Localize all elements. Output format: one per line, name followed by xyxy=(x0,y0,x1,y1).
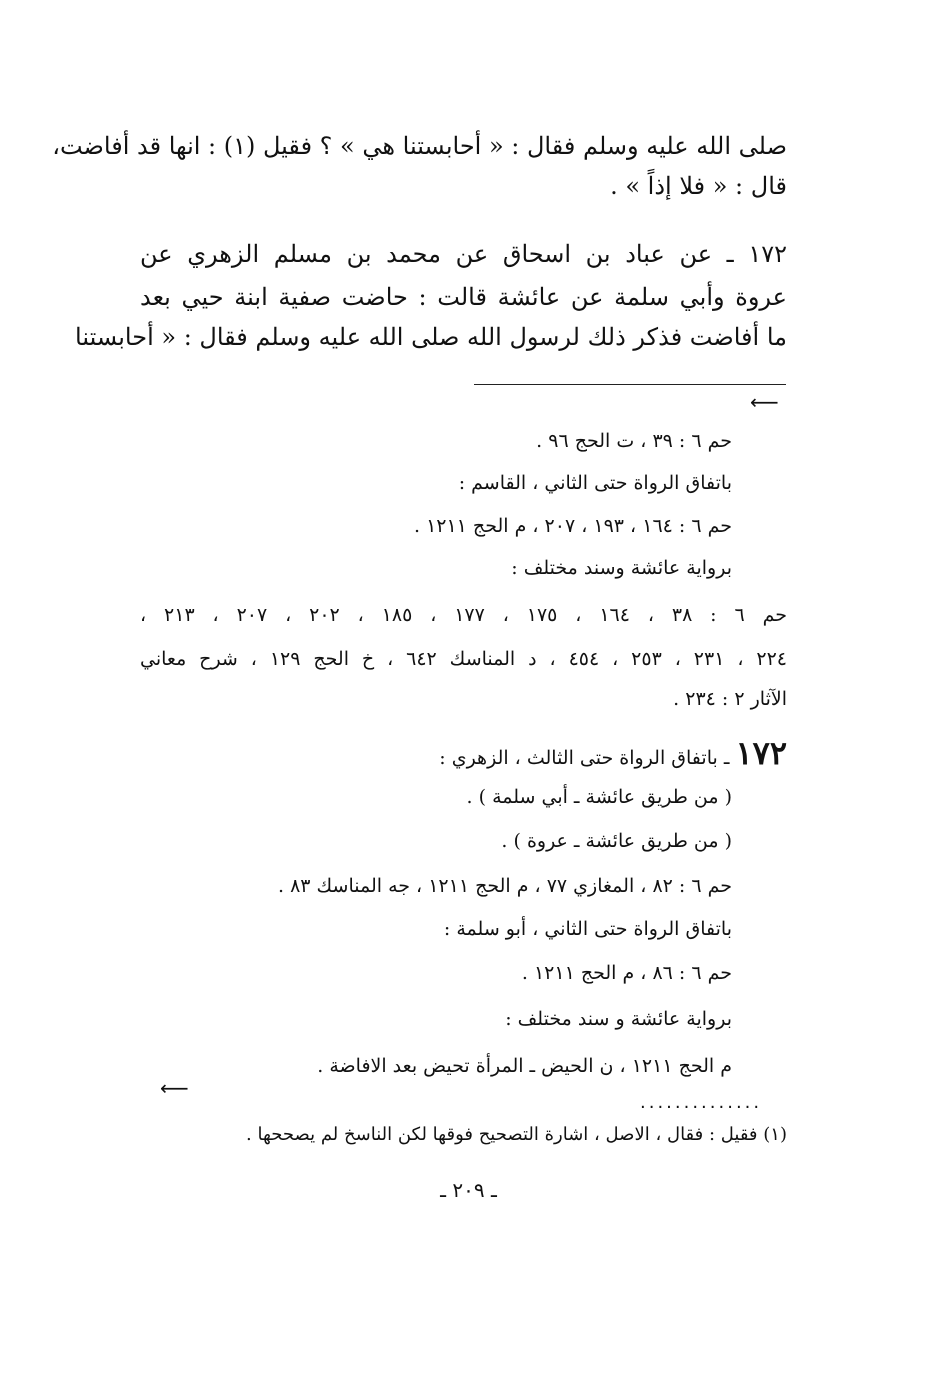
page-number: ـ ٢٠٩ ـ xyxy=(440,1178,497,1202)
main-text-line-5: ما أفاضت فذكر ذلك لرسول الله صلى الله عليه وسلم فقال : « أحابستنا xyxy=(75,323,787,351)
ref-line: باتفاق الرواة حتى الثاني ، القاسم : xyxy=(458,472,732,494)
footnote-dots: .............. xyxy=(640,1092,763,1113)
ref-line: ( من طريق عائشة ـ عروة ) . xyxy=(501,830,732,852)
main-text-line-4: عروة وأبي سلمة عن عائشة قالت : حاضت صفية ابنة حيي بعد xyxy=(140,283,787,311)
ref-line: م الحج ١٢١١ ، ن الحيض ـ المرأة تحيض بعد الافاضة . xyxy=(317,1055,732,1077)
footnote: (١) فقيل : فقال ، الاصل ، اشارة التصحيح فوقها لكن الناسخ لم يصححها . xyxy=(246,1124,787,1145)
ref-line: برواية عائشة وسند مختلف : xyxy=(511,557,732,579)
main-text-line-3: ١٧٢ ـ عن عباد بن اسحاق عن محمد بن مسلم الزهري عن xyxy=(140,240,787,268)
ref-line: حم ٦ : ٨٦ ، م الحج ١٢١١ . xyxy=(521,962,732,984)
ref-line: باتفاق الرواة حتى الثاني ، أبو سلمة : xyxy=(443,918,732,940)
ref-line: حم ٦ : ١٦٤ ، ١٩٣ ، ٢٠٧ ، م الحج ١٢١١ . xyxy=(413,515,732,537)
main-text-line-1: صلى الله عليه وسلم فقال : « أحابستنا هي » ؟ فقيل (١) : انها قد أفاضت، xyxy=(52,132,787,160)
ref-line: حم ٦ : ٣٩ ، ت الحج ٩٦ . xyxy=(536,430,732,452)
continuation-arrow-icon: ⟵ xyxy=(160,1076,189,1100)
ref-wide-line: الآثار ٢ : ٢٣٤ . xyxy=(673,688,787,710)
main-text-line-2: قال : « فلا إذاً » . xyxy=(610,172,787,200)
ref-wide-line: ٢٢٤ ، ٢٣١ ، ٢٥٣ ، ٤٥٤ ، د المناسك ٦٤٢ ، خ الحج ١٢٩ ، شرح معاني xyxy=(140,648,788,670)
ref-wide-line: حم ٦ : ٣٨ ، ١٦٤ ، ١٧٥ ، ١٧٧ ، ١٨٥ ، ٢٠٢ ، ٢٠٧ ، ٢١٣ ، xyxy=(140,604,787,626)
ref-172-heading xyxy=(439,734,787,772)
ref-line: ( من طريق عائشة ـ أبي سلمة ) . xyxy=(466,786,732,808)
ref-172-heading-text: ـ باتفاق الرواة حتى الثالث ، الزهري : xyxy=(439,747,730,769)
ref-line: حم ٦ : ٨٢ ، المغازي ٧٧ ، م الحج ١٢١١ ، جه المناسك ٨٣ . xyxy=(277,875,732,897)
continuation-arrow-icon: ⟵ xyxy=(750,390,779,414)
hadith-number: ١٧٢ xyxy=(735,734,787,772)
separator-rule xyxy=(474,384,786,385)
ref-line: برواية عائشة و سند مختلف : xyxy=(505,1008,732,1030)
